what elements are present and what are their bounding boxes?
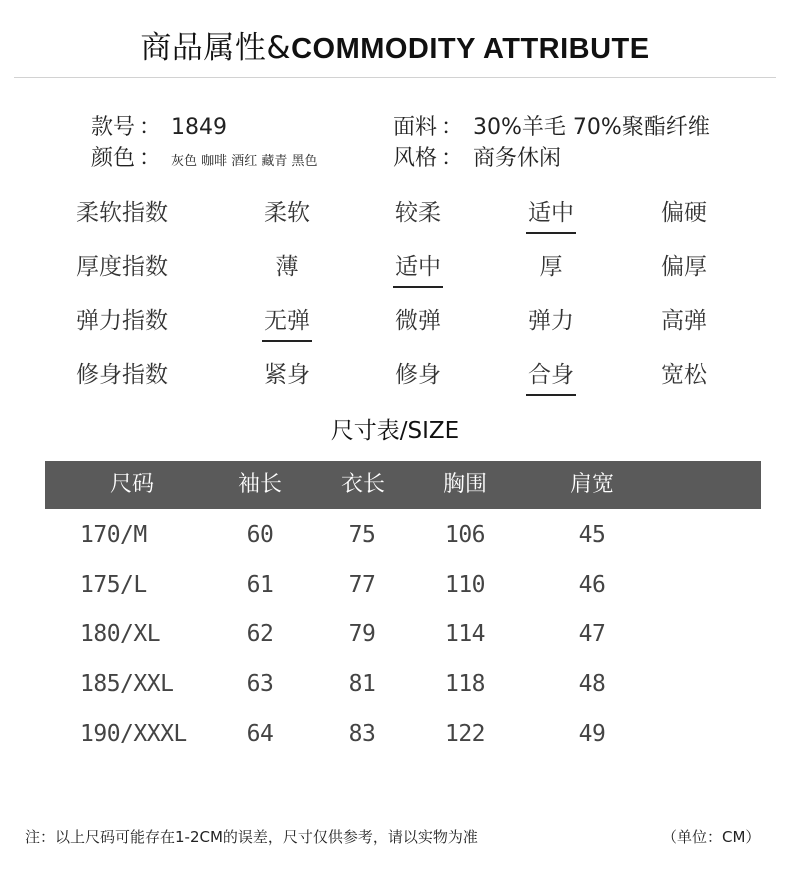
color-row [91, 141, 318, 172]
header-chest: 胸围 [442, 472, 487, 497]
colon: ： [139, 146, 162, 171]
cell-shoulder: 47 [578, 621, 606, 647]
fit-option: 宽松 [661, 362, 707, 388]
cell-shoulder: 46 [578, 572, 606, 598]
page-title [0, 22, 790, 67]
thickness-option: 厚 [539, 254, 563, 280]
cell-shoulder: 49 [578, 721, 606, 747]
cell-sleeve: 63 [246, 671, 274, 697]
fabric-row [393, 110, 710, 141]
cell-sleeve: 64 [246, 721, 274, 747]
softness-option-selected: 适中 [501, 194, 601, 227]
softness-index-label: 柔软指数 [76, 200, 168, 226]
elasticity-option: 微弹 [395, 308, 441, 334]
cell-size: 175/L [80, 572, 147, 598]
cell-sleeve: 62 [246, 621, 274, 647]
softness-option: 柔软 [264, 200, 310, 226]
style-value: 商务休闲 [473, 146, 562, 171]
color-value: 灰色 咖啡 酒红 藏青 黑色 [171, 154, 318, 169]
softness-option: 偏硬 [661, 200, 707, 226]
thickness-option-selected: 适中 [368, 248, 468, 281]
cell-length: 81 [348, 671, 376, 697]
style-row [393, 141, 561, 172]
title-cn: 商品属性& [140, 30, 292, 66]
cell-length: 77 [348, 572, 376, 598]
title-en: COMMODITY ATTRIBUTE [291, 33, 650, 65]
elasticity-option-selected: 无弹 [237, 302, 337, 335]
thickness-option: 薄 [275, 254, 299, 280]
cell-shoulder: 48 [578, 671, 606, 697]
style-number-label: 款号 [91, 115, 136, 140]
thickness-index-label: 厚度指数 [76, 254, 168, 280]
cell-chest: 118 [444, 671, 486, 697]
color-label: 颜色 [91, 146, 136, 171]
cell-chest: 122 [444, 721, 486, 747]
colon: ： [441, 146, 464, 171]
header-sleeve-length: 袖长 [237, 472, 282, 497]
fit-option-selected: 合身 [501, 356, 601, 389]
cell-chest: 114 [444, 621, 486, 647]
cell-sleeve: 60 [246, 522, 274, 548]
cell-size: 180/XL [80, 621, 161, 647]
fit-option: 紧身 [264, 362, 310, 388]
elasticity-option: 高弹 [661, 308, 707, 334]
unit-label: （单位：CM） [662, 828, 761, 846]
size-table-title: 尺寸表/SIZE [330, 418, 460, 444]
measurement-note: 注：以上尺码可能存在1-2CM的误差，尺寸仅供参考，请以实物为准 [25, 828, 478, 846]
colon: ： [139, 115, 162, 140]
style-label: 风格 [393, 146, 438, 171]
cell-shoulder: 45 [578, 522, 606, 548]
elasticity-option: 弹力 [528, 308, 574, 334]
elasticity-index-label: 弹力指数 [76, 308, 168, 334]
cell-size: 170/M [80, 522, 147, 548]
header-shoulder: 肩宽 [569, 472, 614, 497]
size-table-header [45, 461, 761, 509]
fabric-value: 30%羊毛 70%聚酯纤维 [473, 115, 710, 140]
cell-size: 190/XXXL [80, 721, 187, 747]
cell-length: 83 [348, 721, 376, 747]
title-divider [14, 77, 776, 78]
header-body-length: 衣长 [340, 472, 385, 497]
cell-length: 75 [348, 522, 376, 548]
fit-option: 修身 [395, 362, 441, 388]
thickness-option: 偏厚 [661, 254, 707, 280]
cell-chest: 106 [444, 522, 486, 548]
cell-size: 185/XXL [80, 671, 174, 697]
style-number-row [91, 110, 227, 141]
fit-index-label: 修身指数 [76, 362, 168, 388]
colon: ： [441, 115, 464, 140]
header-size: 尺码 [109, 472, 154, 497]
fabric-label: 面料 [393, 115, 438, 140]
cell-sleeve: 61 [246, 572, 274, 598]
cell-length: 79 [348, 621, 376, 647]
style-number-value: 1849 [171, 115, 228, 140]
cell-chest: 110 [444, 572, 486, 598]
softness-option: 较柔 [395, 200, 441, 226]
